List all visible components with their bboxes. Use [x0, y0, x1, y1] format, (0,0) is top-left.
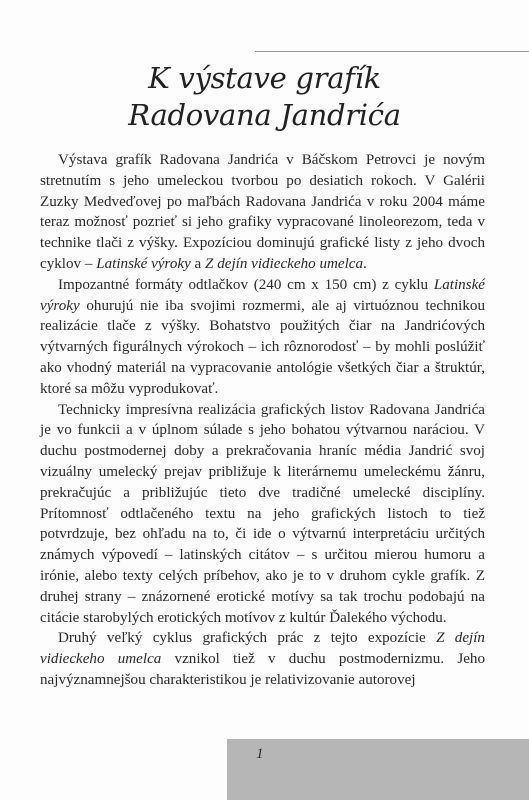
- paragraph: [40, 275, 485, 400]
- article-title: [0, 60, 529, 134]
- paragraph: [40, 400, 485, 629]
- italic-segment: Latinské výroky: [40, 276, 485, 314]
- text-segment: Druhý veľký cyklus grafických prác z tejto expozície: [58, 630, 437, 647]
- text-segment: a: [190, 255, 206, 272]
- article-body: [40, 150, 485, 691]
- italic-segment: Latinské výroky: [96, 255, 191, 272]
- title-line-1: K výstave grafík: [148, 61, 381, 95]
- text-segment: vznikol tiež v duchu postmodernizmu. Jeho najvýznamnejšou charakteristikou je relativizovanie autorovej: [40, 651, 485, 688]
- text-segment: Výstava grafík Radovana Jandrića v Báčskom Petrovci je novým stretnutím s jeho umeleckou tvorbou po desiatich rokoch. V Galérii Zuzky Medveďovej po maľbách Radovana Jandrića v roku 2004 máme teraz možnosť pozrieť si jeho grafiky vypracované linoleorezom, teda v technike tlači z výšky. Expozíciou dominujú grafické listy z jeho dvoch cyklov –: [40, 152, 485, 272]
- header-rule: [255, 51, 529, 52]
- footer-band: [227, 739, 529, 800]
- page-number: 1: [256, 746, 264, 762]
- text-segment: Impozantné formáty odtlačkov (240 cm x 150 cm) z cyklu: [58, 276, 434, 293]
- paragraph: [40, 150, 485, 275]
- italic-segment: Z dejín vidieckeho umelca: [205, 255, 364, 272]
- title-line-2: Radovana Jandrića: [128, 98, 401, 132]
- paragraph: [40, 628, 485, 690]
- text-segment: Technicky impresívna realizácia grafických listov Radovana Jandrića je vo funkcii a v úplnom súlade s jeho bohatou výtvarnou naráciou. V duchu postmodernej doby a prekračovania hraníc média Jandrić svoj vizuálny umelecký prejav približuje k literárnemu umeleckému žánru, prekračujúc a približujúc tieto dve tradičné umelecké disciplíny. Prítomnosť odtlačeného textu na jeho grafických listoch to tiež potvrdzuje, bez ohľadu na to, či ide o výtvarnú interpretáciu určitých známych výpovedí – latinských citátov – s určitou mierou humoru a irónie, alebo texty celých príbehov, ako je to v druhom cykle grafík. Z druhej strany – znázornené erotické motívy sa tak trochu podobajú na citácie starobylých erotických motívov z kultúr Ďalekého východu.: [40, 401, 485, 626]
- italic-segment: Z dejín vidieckeho umelca: [40, 630, 485, 668]
- text-segment: ohurujú nie iba svojimi rozmermi, ale aj virtuóznou technikou realizácie tlače z výšky. Bohatstvo použitých čiar na Jandrićových výtvarných figurálnych výrokoch – ich rôznorodosť – by mohli poslúžiť ako vhodný materiál na vypracovanie antológie všetkých čiar a štruktúr, ktoré sa môžu vyprodukovať.: [40, 297, 485, 397]
- text-segment: .: [363, 255, 367, 272]
